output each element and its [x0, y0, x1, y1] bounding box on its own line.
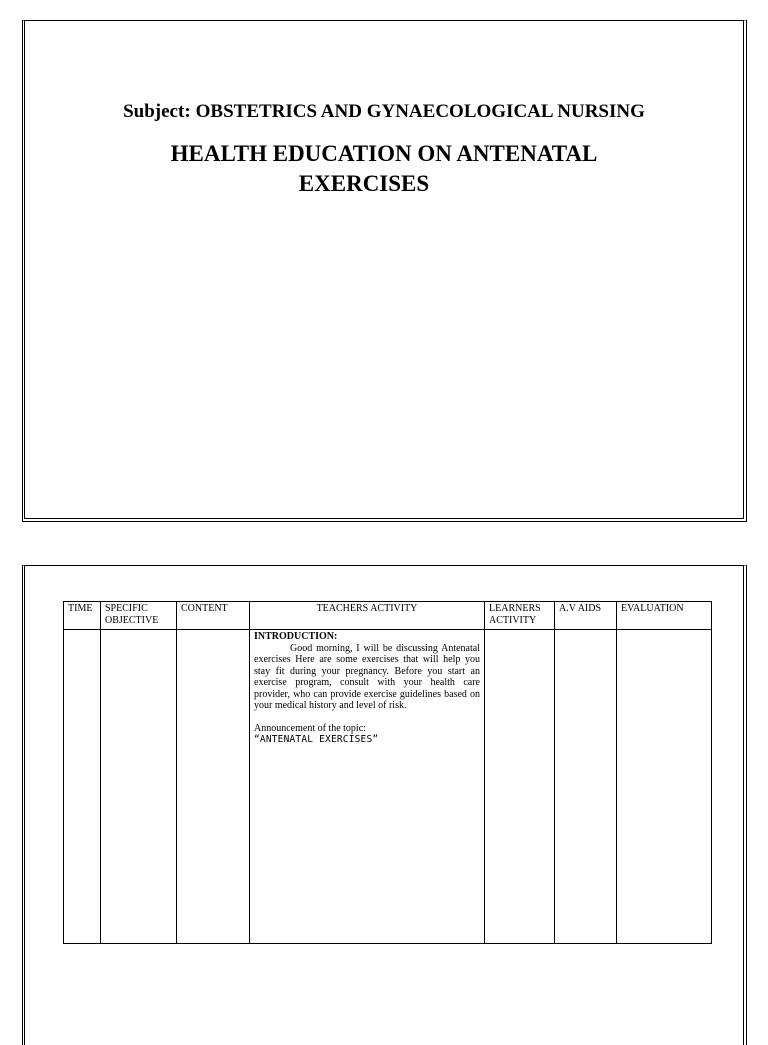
lesson-plan-table — [63, 601, 712, 944]
subject-value: OBSTETRICS AND GYNAECOLOGICAL NURSING — [195, 101, 645, 122]
lesson-plan-page — [22, 565, 747, 1045]
title-line-2: EXERCISES — [298, 171, 430, 196]
col-header-teachers-activity: TEACHERS ACTIVITY — [250, 602, 485, 630]
cell-specific-objective — [101, 630, 177, 944]
cell-evaluation — [617, 630, 712, 944]
document-title — [25, 139, 743, 199]
cell-content — [177, 630, 250, 944]
col-header-content: CONTENT — [177, 602, 250, 630]
col-header-av-aids: A.V AIDS — [555, 602, 617, 630]
subject-label: Subject: — [123, 101, 191, 122]
cell-learners-activity — [485, 630, 555, 944]
cell-av-aids — [555, 630, 617, 944]
col-header-specific-objective: SPECIFIC OBJECTIVE — [101, 602, 177, 630]
title-line-1: HEALTH EDUCATION ON ANTENATAL — [170, 141, 598, 166]
table-header-row — [64, 602, 712, 630]
cover-page — [22, 20, 747, 522]
topic-title: “ANTENATAL EXERCISES” — [254, 734, 379, 745]
table-row — [64, 630, 712, 944]
announcement-label: Announcement of the topic: — [254, 722, 366, 734]
col-header-time: TIME — [64, 602, 101, 630]
cell-teachers-activity — [250, 630, 485, 944]
col-header-evaluation: EVALUATION — [617, 602, 712, 630]
cell-time — [64, 630, 101, 944]
introduction-heading: INTRODUCTION: — [254, 631, 338, 642]
col-header-learners-activity: LEARNERS ACTIVITY — [485, 602, 555, 630]
introduction-text: Good morning, I will be discussing Antenatal exercises Here are some exercises that will help you stay fit during your pregnancy. Before you start an exercise program, consult with your health care provider, who can provide exercise guidelines based on your medical history and level of risk. — [254, 642, 480, 711]
subject-line — [25, 101, 743, 123]
